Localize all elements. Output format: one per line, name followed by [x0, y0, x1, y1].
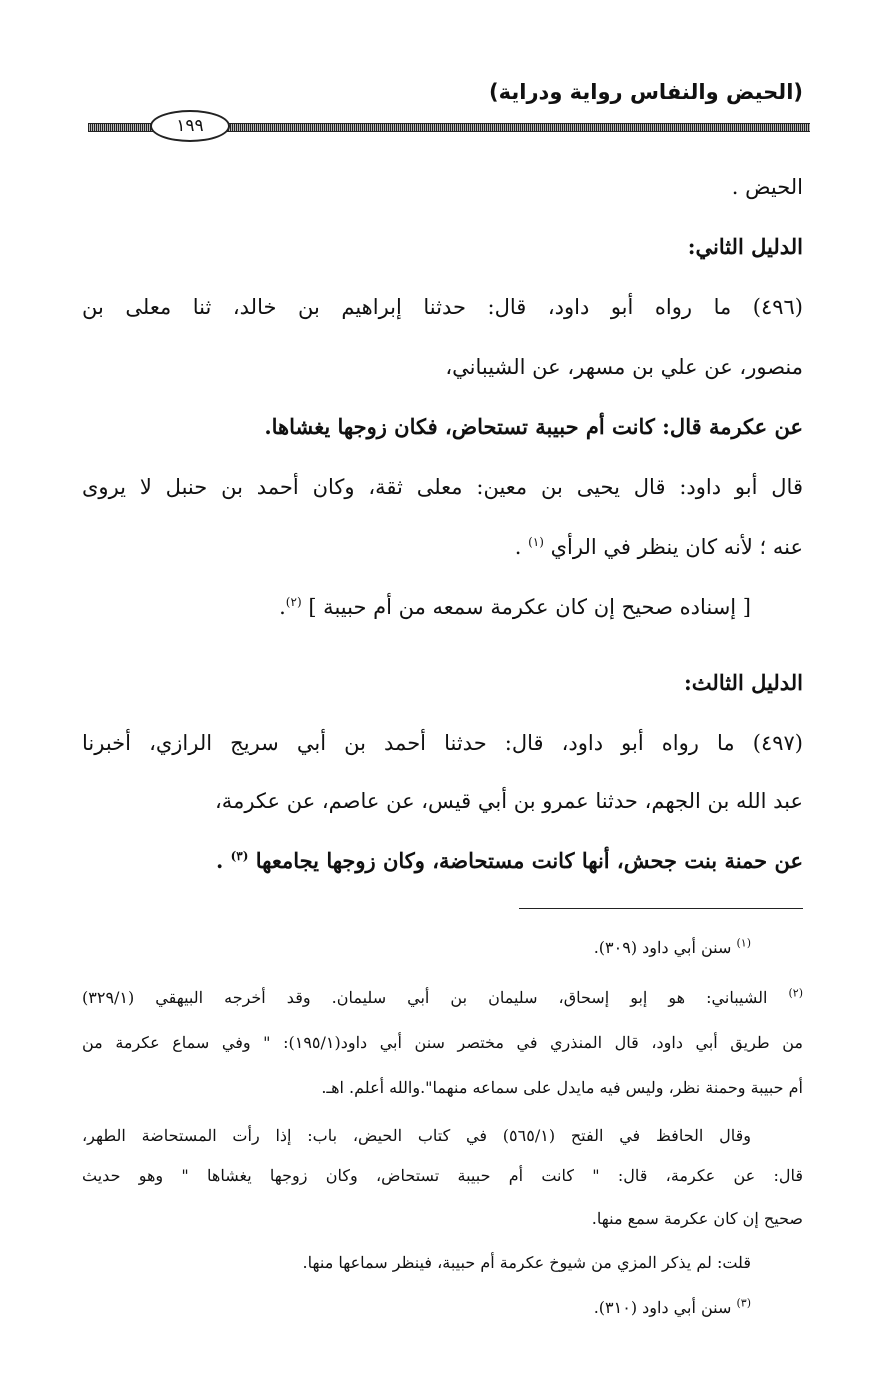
footnote-2-line-5: قال: عن عكرمة، قال: " كانت أم حبيبة تستحاض، وكان زوجها يغشاها " وهو حديث: [82, 1166, 803, 1185]
grading-text: [ إسناده صحيح إن كان عكرمة سمعه من أم حبيبة ]: [308, 595, 751, 619]
text-line-1: الحيض .: [731, 175, 803, 199]
footnote-2-line-4: وقال الحافظ في الفتح (٥٦٥/١) في كتاب الحيض، باب: إذا رأت المستحاضة الطهر،: [82, 1126, 751, 1145]
running-title: (الحيض والنفاس رواية ودراية): [489, 80, 803, 104]
footnote-ref-1: (١): [528, 535, 544, 549]
hadith-497-matn: [216, 846, 803, 876]
footnote-2-line-1-text: الشيباني: هو إبو إسحاق، سليمان بن أبي سليمان. وقد أخرجه البيهقي (٣٢٩/١): [82, 988, 789, 1007]
footnote-3-mark: (٣): [736, 1296, 751, 1310]
footnote-1-mark: (١): [736, 936, 751, 950]
footnote-separator: [519, 908, 803, 909]
footnote-ref-3: (٣): [230, 849, 249, 863]
comment-line-2: [515, 532, 803, 562]
section-heading-2: الدليل الثاني:: [687, 234, 803, 259]
hadith-497-matn-text: عن حمنة بنت جحش، أنها كانت مستحاضة، وكان زوجها يجامعها: [255, 848, 803, 873]
footnote-2-mark: (٢): [788, 986, 803, 1000]
hadith-496-matn: عن عكرمة قال: كانت أم حبيبة تستحاض، فكان زوجها يغشاها.: [264, 414, 803, 439]
grading-end: .: [279, 595, 286, 619]
page-number: ١٩٩: [150, 110, 230, 142]
section-heading-3: الدليل الثالث:: [684, 670, 803, 695]
footnote-2-line-1: [82, 985, 803, 1011]
comment-line-1: قال أبو داود: قال يحيى بن معين: معلى ثقة، وكان أحمد بن حنبل لا يروى: [82, 475, 803, 499]
footnote-2-line-2: من طريق أبي داود، قال المنذري في مختصر سنن أبي داود(١٩٥/١): " وفي سماع عكرمة من: [82, 1033, 803, 1052]
grading-line: [279, 592, 751, 622]
header-rule: [88, 110, 810, 150]
footnote-2-line-6: صحيح إن كان عكرمة سمع منها.: [591, 1209, 803, 1228]
comment-line-2-text: عنه ؛ لأنه كان ينظر في الرأي: [550, 535, 803, 559]
footnote-3: [594, 1295, 751, 1321]
hadith-496-line-2: منصور، عن علي بن مسهر، عن الشيباني،: [445, 355, 803, 379]
footnote-2-line-7: قلت: لم يذكر المزي من شيوخ عكرمة أم حبيبة، فينظر سماعها منها.: [302, 1253, 751, 1272]
footnote-1-text: سنن أبي داود (٣٠٩).: [593, 938, 737, 957]
hadith-497-line-2: عبد الله بن الجهم، حدثنا عمرو بن أبي قيس، عن عاصم، عن عكرمة،: [215, 789, 803, 813]
footnote-1: [594, 935, 751, 961]
hadith-497-matn-end: .: [215, 848, 231, 873]
hadith-497-line-1: (٤٩٧) ما رواه أبو داود، قال: حدثنا أحمد بن أبي سريج الرازي، أخبرنا: [82, 731, 803, 755]
footnote-ref-2: (٢): [285, 595, 302, 609]
footnote-2-line-3: أم حبيبة وحمنة نظر، وليس فيه مايدل على سماعه منهما".والله أعلم. اهـ.: [321, 1078, 803, 1097]
hadith-496-line-1: (٤٩٦) ما رواه أبو داود، قال: حدثنا إبراهيم بن خالد، ثنا معلى بن: [82, 295, 803, 319]
footnote-3-text: سنن أبي داود (٣١٠).: [593, 1298, 737, 1317]
comment-line-2-end: .: [514, 535, 529, 559]
